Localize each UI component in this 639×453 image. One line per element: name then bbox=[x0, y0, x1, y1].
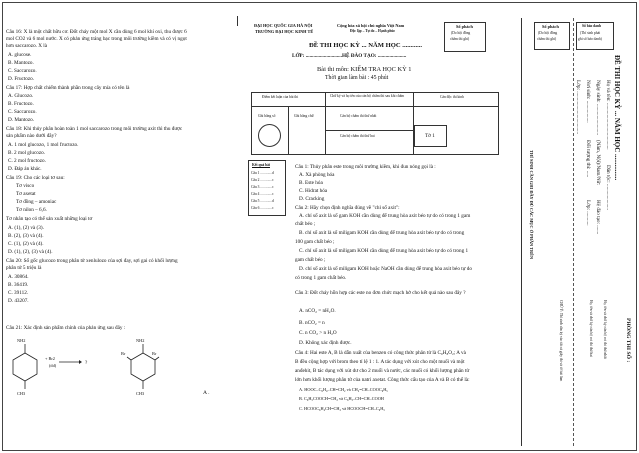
sophach-title: Số phách bbox=[456, 24, 473, 29]
q3-option: C. n CO₂ > n H₂O bbox=[299, 330, 337, 336]
q16-option: B. Mantozo. bbox=[8, 60, 34, 66]
q17-line: Câu 17: Hợp chất chiếm thành phần trong cây mía có tên là bbox=[6, 85, 130, 91]
q3-option: D. Không xác định được. bbox=[299, 340, 352, 346]
q16-option: C. Saccarozo. bbox=[8, 68, 37, 74]
q2-option-line: 100 gam chất béo ; bbox=[295, 239, 335, 245]
grader-1-label: Cán bộ chấm thi thứ nhất bbox=[340, 114, 377, 118]
sobaodanh-note: (Thí sinh phải bbox=[580, 31, 601, 35]
sophach-note: (Do hội đồng bbox=[451, 31, 471, 35]
q20-line: Câu 20: Số gốc glucozo trong phân tử xenlulozo của sợi đay, sợi gai có khối lượng bbox=[6, 258, 178, 264]
q2-stem: Câu 2: Hãy chọn định nghĩa đúng về "chỉ số axit": bbox=[295, 205, 400, 211]
q3-stem: Câu 3: Đốt cháy hỗn hợp các este no đơn chức mạch hở cho kết quả nào sau đây ? bbox=[295, 290, 466, 296]
answer-key-row: Câu 2 .............c bbox=[251, 178, 274, 182]
room-note: Họ, tên và chữ ký cán bộ coi thi thứ hai bbox=[589, 300, 593, 357]
strip-title-vertical: ĐỀ THI HỌC KỲ ... NĂM HỌC ............... bbox=[613, 55, 621, 181]
sheet-label-box bbox=[414, 125, 447, 147]
reactant-methyl-label: CH3 bbox=[17, 391, 26, 396]
q20-option: D. 43207. bbox=[8, 298, 29, 304]
score-circle bbox=[258, 124, 281, 147]
reactant-amino-label: NH2 bbox=[17, 338, 26, 343]
q18-option: C. 2 mol fructozo. bbox=[8, 158, 46, 164]
reaction-arrow-icon bbox=[58, 358, 82, 366]
q17-option: C. Saccarozo. bbox=[8, 109, 37, 115]
q4-option: B. C₆H₅COOCH=CH₂ và C₆H₅–CH=CH–COOH bbox=[299, 396, 384, 401]
product-benzene-ring bbox=[126, 344, 162, 392]
answer-key-row: Câu 1 .............d bbox=[251, 171, 274, 175]
q1-option: D. Cracking bbox=[299, 196, 325, 202]
grading-table-divider bbox=[325, 92, 326, 155]
strip-sophach-note: (Do hội đồng bbox=[538, 31, 558, 35]
org-line-1: ĐẠI HỌC QUỐC GIA HÀ NỘI bbox=[254, 23, 313, 28]
q4-stem-line: lớn hơn khối lượng phân tử của natri axetat. Công thức cấu tạo của A và B có thể là: bbox=[295, 377, 470, 383]
sophach-box bbox=[444, 22, 486, 52]
q21-line: Câu 21: Xác định sản phẩm chính của phản ứng sau đây : bbox=[6, 325, 126, 331]
q20-option: A. 30864. bbox=[8, 274, 29, 280]
answer-key-row: Câu 5 .............d bbox=[251, 199, 274, 203]
q19-list-item: Tơ đồng – amoniac bbox=[16, 199, 57, 205]
q2-option-line: gam chất béo ; bbox=[295, 257, 326, 263]
strip-cut-line bbox=[521, 18, 522, 446]
q4-stem-line: anđehit, B tác dụng với xút dư cho 2 muối và nước, các muối có khối lượng phân tử bbox=[295, 368, 470, 374]
grading-table-divider bbox=[288, 106, 289, 155]
grading-header-score: Điểm kết luận của bài thi bbox=[262, 95, 299, 99]
sophach-note: chấm thi ghi) bbox=[450, 37, 470, 41]
q2-option-line: chất béo ; bbox=[295, 221, 316, 227]
q16-option: A. glucose. bbox=[8, 52, 32, 58]
product-bromo-right-label: Br bbox=[152, 351, 157, 356]
answer-a-label: A . bbox=[203, 390, 210, 396]
q20-option: B. 36419. bbox=[8, 282, 29, 288]
sobaodanh-title: Số báo danh bbox=[582, 24, 601, 28]
q19-option: C. (1), (2) và (4). bbox=[8, 241, 44, 247]
strip-field[interactable]: Lớp: ................................. bbox=[575, 80, 581, 135]
grading-header-graders: Chữ ký và họ tên của cán bộ chấm thi sau khi chấm bbox=[330, 94, 405, 98]
sobaodanh-box bbox=[576, 22, 614, 50]
q17-option: D. Mantozo. bbox=[8, 117, 35, 123]
q19-tail: Tơ nhân tạo có thể sản xuất những loại tơ bbox=[6, 216, 93, 222]
q2-option-line: D. chỉ số axit là số miligam KOH hoặc NaOH cần dùng để trung hòa axit béo tự do bbox=[299, 266, 472, 272]
q17-option: B. Fructozo. bbox=[8, 101, 34, 107]
republic-line-2: Độc lập – Tự do – Hạnh phúc bbox=[350, 29, 396, 33]
strip-field[interactable]: Họ và tên: .................................... bbox=[605, 80, 611, 150]
product-methyl-label: CH3 bbox=[136, 391, 145, 396]
exam-title: ĐỀ THI HỌC KỲ ... NĂM HỌC ............ bbox=[309, 42, 423, 49]
room-title-vertical: PHÒNG THI SỐ : bbox=[625, 318, 631, 363]
q4-option: C. HCOOC₆H₄CH=CH₂ và HCOOCH=CH–C₆H₅ bbox=[299, 406, 385, 411]
q16-option: D. Fructozo. bbox=[8, 76, 35, 82]
condition-label: (dd) bbox=[49, 363, 57, 368]
q17-option: A. Glucozo. bbox=[8, 93, 34, 99]
q16-line: Câu 16: X là một chất hữu cơ. Đốt cháy một mol X cần dùng 6 mol khí oxi, thu được 6 bbox=[6, 29, 187, 35]
q18-option: D. Đáp án khác. bbox=[8, 166, 42, 172]
answer-key-row: Câu 4 .............c bbox=[251, 192, 274, 196]
answer-key-row: Câu 3 .............c bbox=[251, 185, 274, 189]
q18-option: A. 1 mol glucozo, 1 mol fructozo. bbox=[8, 142, 79, 148]
q16-line: mol CO2 và 6 mol nước. X có phản ứng tráng bạc trong môi trường kiềm và có vị ngọt bbox=[6, 36, 187, 42]
strip-field[interactable]: Lớp: ........... bbox=[585, 200, 591, 226]
score-digits-label: Ghi bằng số bbox=[258, 114, 276, 118]
org-line-2: TRƯỜNG ĐẠI HỌC KINH TẾ bbox=[255, 29, 314, 34]
strip-field[interactable]: Nơi sinh: ................. bbox=[585, 80, 591, 123]
strip-sophach-note: chấm thi ghi) bbox=[537, 37, 557, 41]
q19-line: Câu 19: Cho các loại tơ sau: bbox=[6, 175, 65, 181]
strip-field[interactable]: Đối tượng thi: ..... bbox=[585, 140, 591, 178]
q18-line: sản phẩm nào dưới đây? bbox=[6, 133, 57, 139]
q19-list-item: Tơ axetat bbox=[16, 191, 36, 197]
room-note: Họ, tên và chữ ký cán bộ coi thi thứ nhất bbox=[603, 300, 607, 359]
q2-option-line: A. chỉ số axit là số gam KOH cần dùng để trung hòa axit béo tự do có trong 1 gam bbox=[299, 213, 471, 219]
q20-line: phân tử 5 triệu là bbox=[6, 265, 42, 271]
product-bromo-left-label: Br bbox=[121, 351, 126, 356]
grading-header-supervisor: Cán độc thi kinh bbox=[440, 95, 464, 99]
q2-option-line: B. chỉ số axit là số miligam KOH cần dùng để trung hòa axit béo tự do có trong bbox=[299, 230, 465, 236]
q1-stem: Câu 1: Thủy phân este trong môi trường kiềm, khi đun nóng gọi là : bbox=[295, 164, 436, 170]
answer-key-box bbox=[248, 160, 286, 216]
reagent-label: + Br2 bbox=[45, 356, 55, 361]
strip-sophach-title: Số phách bbox=[542, 24, 559, 29]
q20-option: C. 39112. bbox=[8, 290, 29, 296]
sheet-label: Tờ 1 bbox=[425, 133, 435, 139]
q4-option: A. HOOC–C₆H₄–CH=CH₂ và CH₂=CH–COOC₆H₅ bbox=[299, 387, 388, 392]
q2-option-line: có trong 1 gam chất béo. bbox=[295, 275, 347, 281]
answer-key-title: Kết quả bài bbox=[252, 163, 270, 167]
product-amino-label: NH2 bbox=[136, 338, 145, 343]
subject-line: Bài thi môn: KIỂM TRA HỌC KỲ 1 bbox=[317, 66, 412, 73]
strip-field[interactable]: Hệ đào tạo: ....... bbox=[595, 200, 601, 235]
page-divider bbox=[237, 16, 238, 26]
q19-option: A. (1), (2) và (3). bbox=[8, 225, 44, 231]
answer-key-row: Câu 6 .............c bbox=[251, 206, 274, 210]
reactant-benzene-ring bbox=[8, 344, 44, 392]
q1-option: A. Xà phòng hóa bbox=[299, 172, 335, 178]
time-line: Thời gian làm bài : 45 phút bbox=[325, 75, 389, 81]
grader-2-label: Cán bộ chấm thi thứ hai bbox=[340, 134, 375, 138]
question-mark: ? bbox=[85, 360, 88, 366]
score-words-label: Ghi bằng chữ bbox=[294, 114, 314, 118]
strip-sophach-box bbox=[534, 22, 570, 50]
q3-option: B. nCO₂ = n bbox=[299, 320, 325, 326]
sobaodanh-note: ghi số báo danh) bbox=[578, 37, 602, 41]
class-line: LỚP: ............................HỆ ĐÀO TẠO: ...................... bbox=[292, 53, 407, 59]
q4-stem-line: Câu 4: Hai este A, B là dẫn xuất của benzen có công thức phân tử là C₉H₈O₂; A và bbox=[295, 350, 466, 356]
q1-option: C. Hidrat hóa bbox=[299, 188, 328, 194]
republic-line-1: Cộng hòa xã hội chủ nghĩa Việt Nam bbox=[337, 23, 405, 28]
strip-field[interactable]: (Năm, Nội)/Nam/Nữ: bbox=[595, 140, 601, 185]
strip-field[interactable]: Dân tộc: .................... bbox=[605, 165, 611, 210]
q1-option: B. Este hóa bbox=[299, 180, 323, 186]
q2-option-line: C. chỉ số axit là số miligam KOH cần dùng để trung hòa axit béo tự do có trong 1 bbox=[299, 248, 469, 254]
grading-table-divider bbox=[325, 130, 413, 131]
q19-list-item: Tơ nilon – 6,6. bbox=[16, 207, 47, 213]
q16-line: hơn saccarozo. X là bbox=[6, 43, 48, 49]
q18-line: Câu 18: Khi thủy phân hoàn toàn 1 mol saccarozo trong môi trường axit thì thu được bbox=[6, 126, 183, 132]
q3-option: A. nCO₂ = nH₂O. bbox=[299, 308, 336, 314]
strip-warning-vertical: THÍ SINH CẦN GHI ĐẦY ĐỦ CÁC MỤC Ở PHẦN TRÊN bbox=[529, 150, 534, 260]
strip-note-vertical: CHÚ Ý: Thí sinh cần ký vào tất cả giấy thi và tờ bài làm bbox=[559, 300, 563, 382]
q19-list-item: Tơ visco bbox=[16, 183, 35, 189]
q19-option: B. (2), (3) và (4). bbox=[8, 233, 44, 239]
q18-option: B. 2 mol glucozo. bbox=[8, 150, 46, 156]
q19-option: D. (1), (2), (3) và (4). bbox=[8, 249, 53, 255]
q4-stem-line: B đều cộng hợp với brom theo tỉ lệ 1 : 1. A tác dụng với xút cho một muối và một bbox=[295, 359, 465, 365]
strip-field[interactable]: Ngày sinh: ........................ bbox=[595, 80, 601, 136]
